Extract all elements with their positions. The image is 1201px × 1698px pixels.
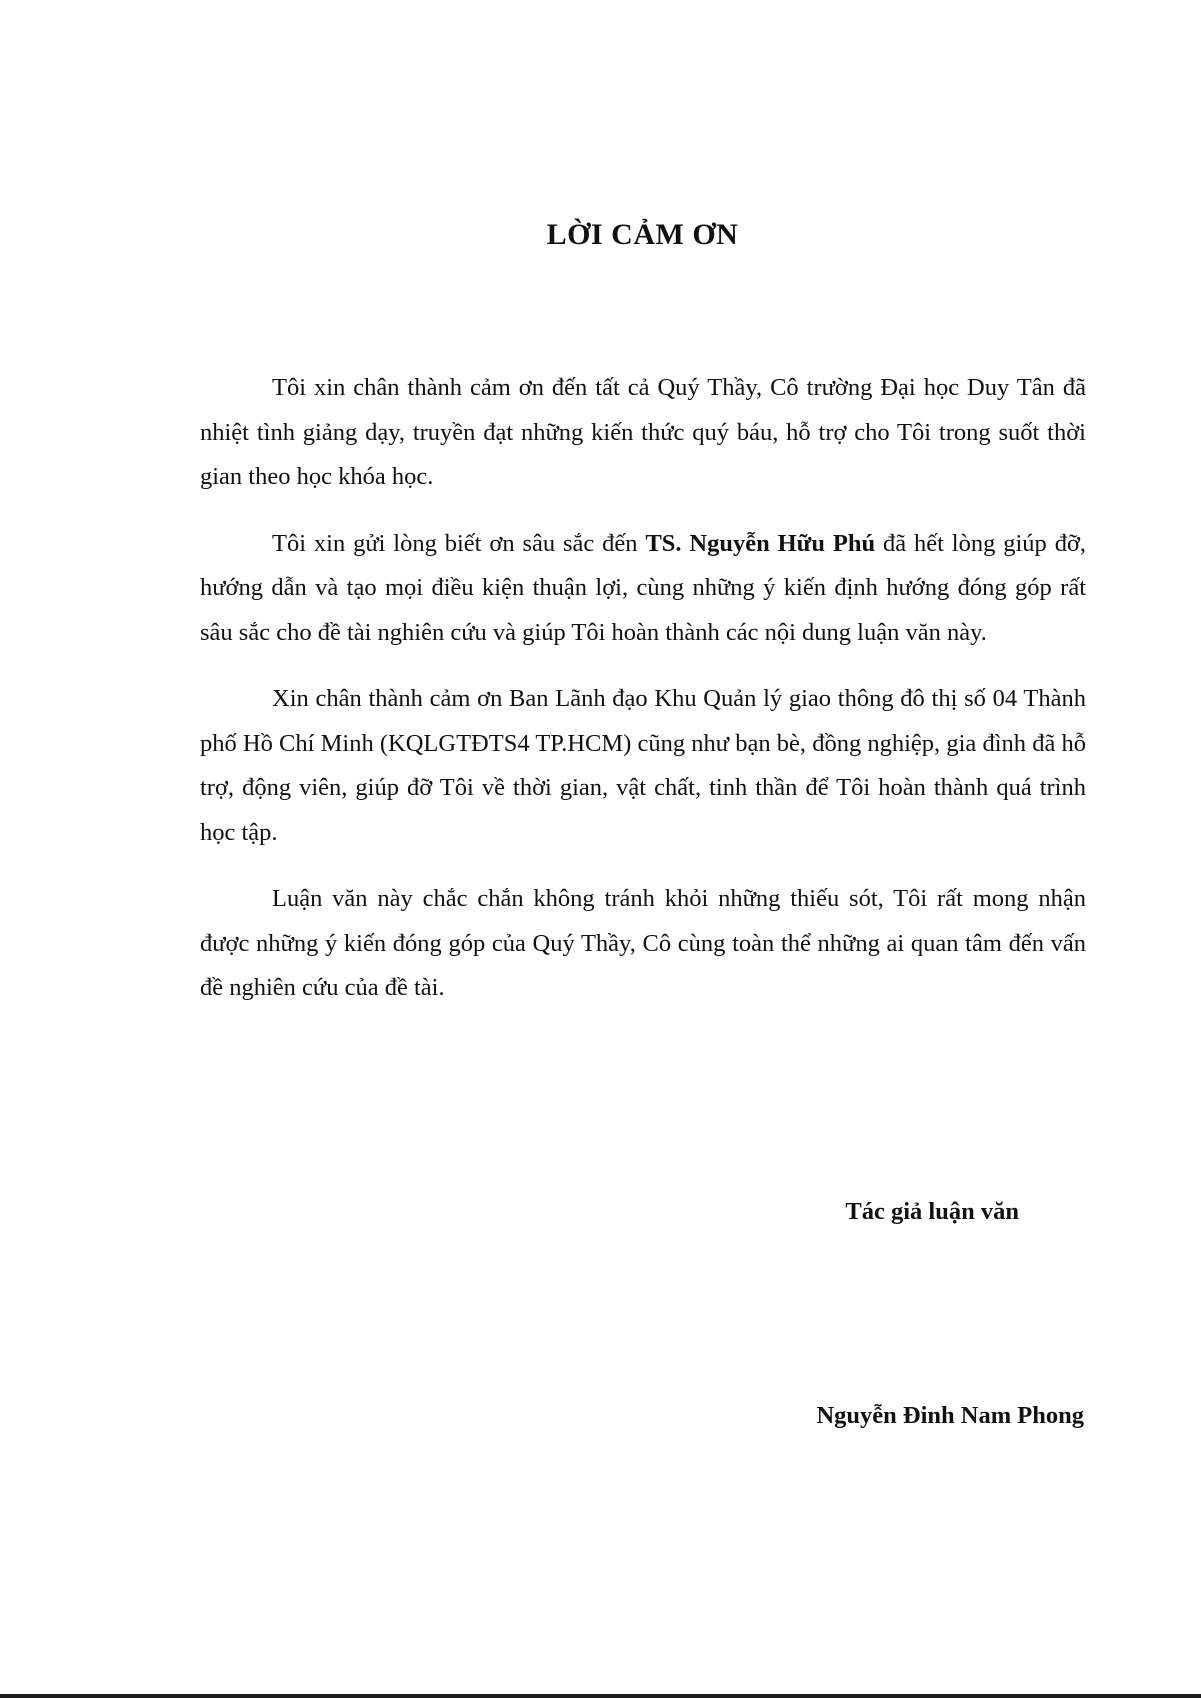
paragraph-1-text: Tôi xin chân thành cảm ơn đến tất cả Quý Thầy, Cô trường Đại học Duy Tân đã nhiệt tình giảng dạy, truyền đạt những kiến thức quý báu, hỗ trợ cho Tôi trong suốt thời gian theo học khóa học. [200, 374, 1086, 490]
author-signature-name: Nguyễn Đinh Nam Phong [816, 1402, 1084, 1429]
scan-edge-divider [0, 1694, 1201, 1698]
page-title: LỜI CẢM ƠN [546, 218, 739, 251]
paragraph-2 [200, 522, 1086, 656]
paragraph-2-text-start: Tôi xin gửi lòng biết ơn sâu sắc đến [272, 529, 646, 557]
paragraph-4-text: Luận văn này chắc chắn không tránh khỏi những thiếu sót, Tôi rất mong nhận được những ý kiến đóng góp của Quý Thầy, Cô cùng toàn thể những ai quan tâm đến vấn đề nghiên cứu của đề tài. [200, 885, 1086, 1001]
acknowledgement-body [200, 366, 1086, 1033]
paragraph-4 [200, 877, 1086, 1011]
paragraph-2-text-end: đã hết lòng giúp đỡ, hướng dẫn và tạo mọi điều kiện thuận lợi, cùng những ý kiến định hướng đóng góp rất sâu sắc cho đề tài nghiên cứu và giúp Tôi hoàn thành các nội dung luận văn này. [200, 529, 1087, 646]
paragraph-3-text: Xin chân thành cảm ơn Ban Lãnh đạo Khu Quản lý giao thông đô thị số 04 Thành phố Hồ Chí Minh (KQLGTĐTS4 TP.HCM) cũng như bạn bè, đồng nghiệp, gia đình đã hỗ trợ, động viên, giúp đỡ Tôi về thời gian, vật chất, tinh thần để Tôi hoàn thành quá trình học tập. [200, 685, 1086, 846]
paragraph-3 [200, 677, 1086, 855]
paragraph-1 [200, 366, 1086, 500]
supervisor-name: TS. Nguyễn Hữu Phú [645, 529, 876, 557]
closing-label: Tác giả luận văn [845, 1198, 1019, 1225]
